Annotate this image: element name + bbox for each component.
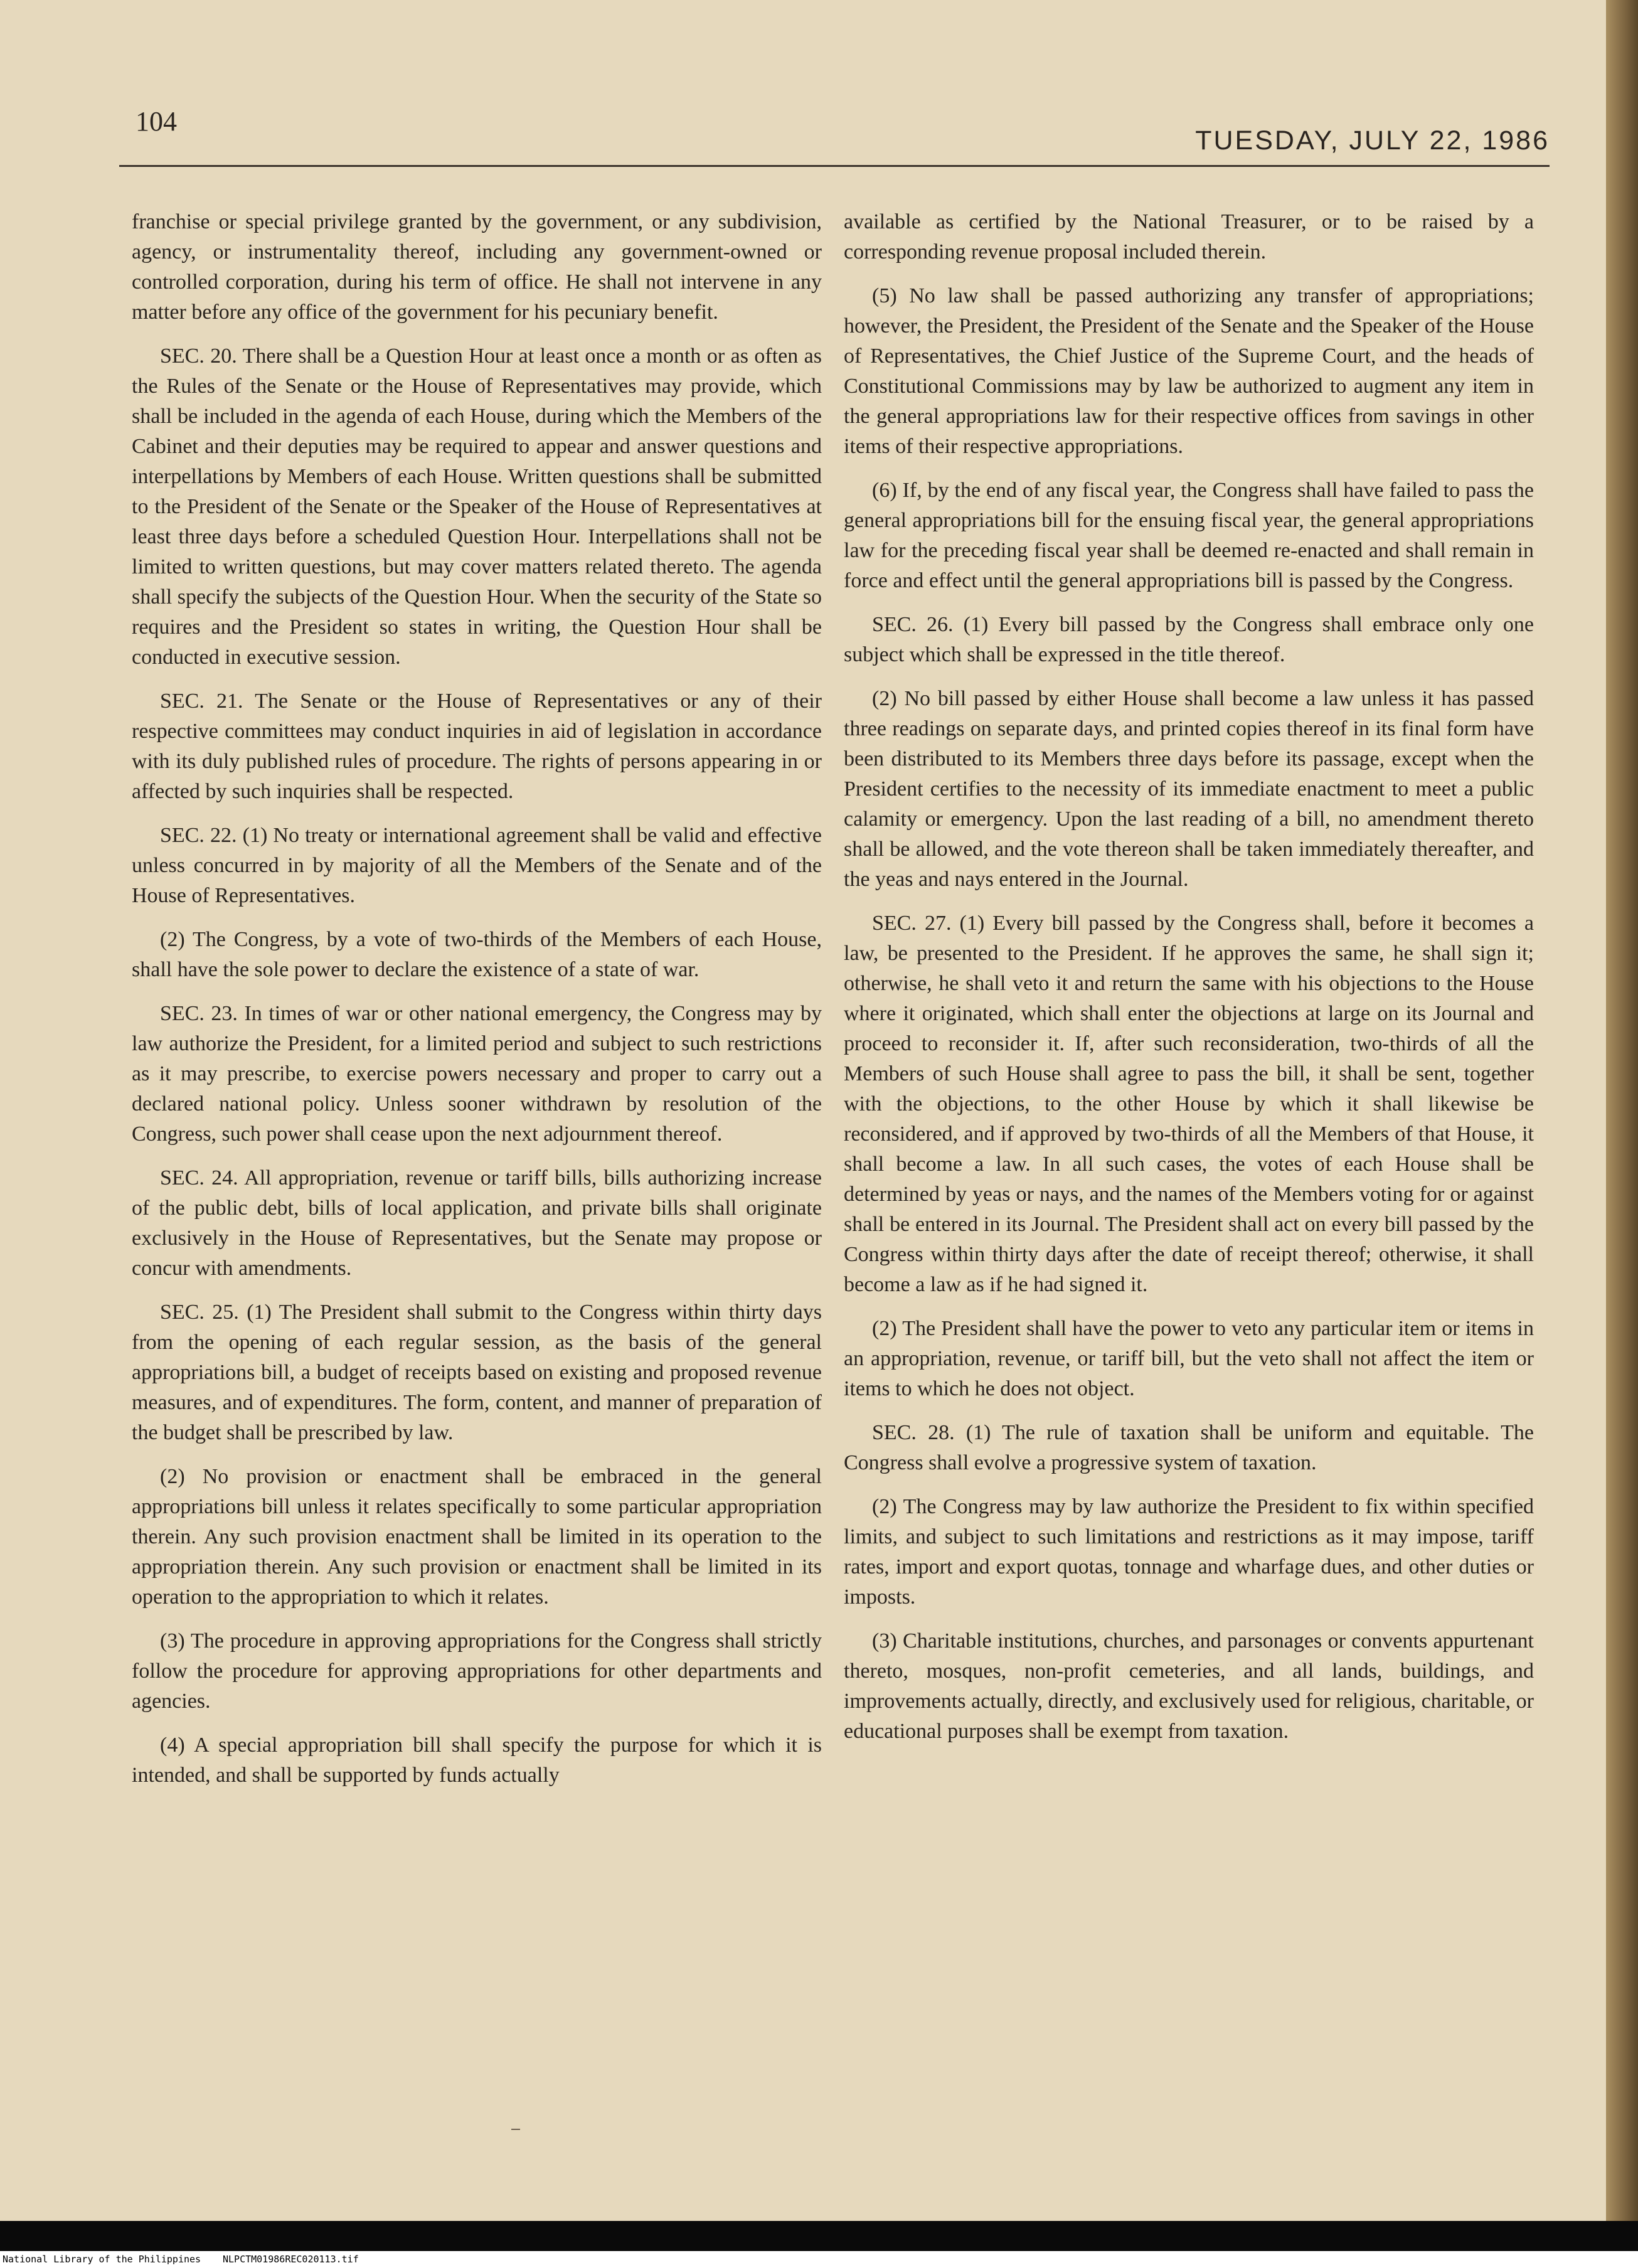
header-rule <box>119 165 1550 167</box>
footer-library-name: National Library of the Philippines <box>3 2254 201 2265</box>
scan-speck <box>511 2129 520 2130</box>
left-column <box>132 207 822 1804</box>
running-head-date: TUESDAY, JULY 22, 1986 <box>1195 125 1550 156</box>
paragraph: (2) No bill passed by either House shall become a law unless it has passed three readings on separate days, and printed copies thereof in its final form have been distributed to its Members three days before its passage, except when the President certifies to the necessity of its immediate enactment to meet a public calamity or emergency. Upon the last reading of a bill, no amendment thereto shall be allowed, and the vote thereon shall be taken immediately thereafter, and the yeas and nays entered in the Journal. <box>844 687 1534 891</box>
paragraph: (3) The procedure in approving appropriations for the Congress shall strictly follow the procedure for approving appropriations for other departments and agencies. <box>132 1629 822 1713</box>
paragraph-sec-20: SEC. 20. There shall be a Question Hour at least once a month or as often as the Rules of the Senate or the House of Representatives may provide, which shall be included in the agenda of each House, during which the Members of the Cabinet and their deputies may be required to appear and answer questions and interpellations by Members of each House. Written questions shall be submitted to the President of the Senate or the Speaker of the House of Representatives at least three days before a scheduled Question Hour. Interpellations shall not be limited to written questions, but may cover matters related thereto. The agenda shall specify the subjects of the Question Hour. When the security of the State so requires and the President so states in writing, the Question Hour shall be conducted in executive session. <box>132 344 822 669</box>
paragraph: (3) Charitable institutions, churches, and parsonages or convents appurtenant thereto, mosques, non-profit cemeteries, and all lands, buildings, and improvements actually, directly, and exclusively used for religious, charitable, or educational purposes shall be exempt from taxation. <box>844 1629 1534 1743</box>
paragraph-sec-21: SEC. 21. The Senate or the House of Representatives or any of their respective committees may conduct inquiries in aid of legislation in accordance with its duly published rules of procedure. The rights of persons appearing in or affected by such inquiries shall be respected. <box>132 689 822 803</box>
paragraph: (2) No provision or enactment shall be embraced in the general appropriations bill unless it relates specifically to some particular appropriation therein. Any such provision enactment shall be limited in its operation to the appropriation therein. Any such provision or enactment shall be limited in its operation to the appropriation to which it relates. <box>132 1465 822 1609</box>
paragraph-sec-23: SEC. 23. In times of war or other national emergency, the Congress may by law authorize the President, for a limited period and subject to such restrictions as it may prescribe, to exercise powers necessary and proper to carry out a declared national policy. Unless sooner withdrawn by resolution of the Congress, such power shall cease upon the next adjournment thereof. <box>132 1002 822 1146</box>
book-binding-edge <box>1606 0 1638 2221</box>
paragraph-sec-25: SEC. 25. (1) The President shall submit to the Congress within thirty days from the opening of each regular session, as the basis of the general appropriations bill, a budget of receipts based on existing and proposed revenue measures, and of expenditures. The form, content, and manner of preparation of the budget shall be prescribed by law. <box>132 1301 822 1444</box>
paragraph-sec-24: SEC. 24. All appropriation, revenue or tariff bills, bills authorizing increase of the public debt, bills of local application, and private bills shall originate exclusively in the House of Representatives, but the Senate may propose or concur with amendments. <box>132 1166 822 1280</box>
paragraph: (2) The Congress, by a vote of two-thirds of the Members of each House, shall have the sole power to declare the existence of a state of war. <box>132 928 822 981</box>
paragraph-sec-27: SEC. 27. (1) Every bill passed by the Congress shall, before it becomes a law, be presented to the President. If he approves the same, he shall sign it; otherwise, he shall veto it and return the same with his objections to the House where it originated, which shall enter the objections at large on its Journal and proceed to reconsider it. If, after such reconsideration, two-thirds of all the Members of such House shall agree to pass the bill, it shall be sent, together with the objections, to the other House by which it shall likewise be reconsidered, and if approved by two-thirds of all the Members of that House, it shall become a law. In all such cases, the votes of each House shall be determined by yeas or nays, and the names of the Members voting for or against shall be entered in its Journal. The President shall act on every bill passed by the Congress within thirty days after the date of receipt thereof; otherwise, it shall become a law as if he had signed it. <box>844 912 1534 1296</box>
paragraph: available as certified by the National Treasurer, or to be raised by a corresponding revenue proposal included therein. <box>844 210 1534 264</box>
paragraph: (6) If, by the end of any fiscal year, the Congress shall have failed to pass the general appropriations bill for the ensuing fiscal year, the general appropriations law for the preceding fiscal year shall be deemed re-enacted and shall remain in force and effect until the general appropriations bill is passed by the Congress. <box>844 479 1534 592</box>
paragraph-sec-26: SEC. 26. (1) Every bill passed by the Congress shall embrace only one subject which shall be expressed in the title thereof. <box>844 613 1534 666</box>
paragraph: (5) No law shall be passed authorizing any transfer of appropriations; however, the President, the President of the Senate and the Speaker of the House of Representatives, the Chief Justice of the Supreme Court, and the heads of Constitutional Commissions may by law be authorized to augment any item in the general appropriations law for their respective offices from savings in other items of their respective appropriations. <box>844 284 1534 458</box>
paragraph: (4) A special appropriation bill shall specify the purpose for which it is intended, and shall be supported by funds actually <box>132 1733 822 1787</box>
paragraph: (2) The President shall have the power to veto any particular item or items in an appropriation, revenue, or tariff bill, but the veto shall not affect the item or items to which he does not object. <box>844 1317 1534 1400</box>
footer-file-name: NLPCTM01986REC020113.tif <box>223 2254 359 2265</box>
paragraph: franchise or special privilege granted by the government, or any subdivision, agency, or instrumentality thereof, including any government-owned or controlled corporation, during his term of office. He shall not intervene in any matter before any office of the government for his pecuniary benefit. <box>132 210 822 324</box>
paragraph: (2) The Congress may by law authorize the President to fix within specified limits, and subject to such limitations and restrictions as it may impose, tariff rates, import and export quotas, tonnage and wharfage dues, and other duties or imposts. <box>844 1495 1534 1609</box>
right-column <box>844 207 1534 1760</box>
paragraph-sec-28: SEC. 28. (1) The rule of taxation shall be uniform and equitable. The Congress shall evolve a progressive system of taxation. <box>844 1421 1534 1474</box>
paragraph-sec-22: SEC. 22. (1) No treaty or international agreement shall be valid and effective unless concurred in by majority of all the Members of the Senate and of the House of Representatives. <box>132 824 822 907</box>
page-number: 104 <box>136 106 177 137</box>
